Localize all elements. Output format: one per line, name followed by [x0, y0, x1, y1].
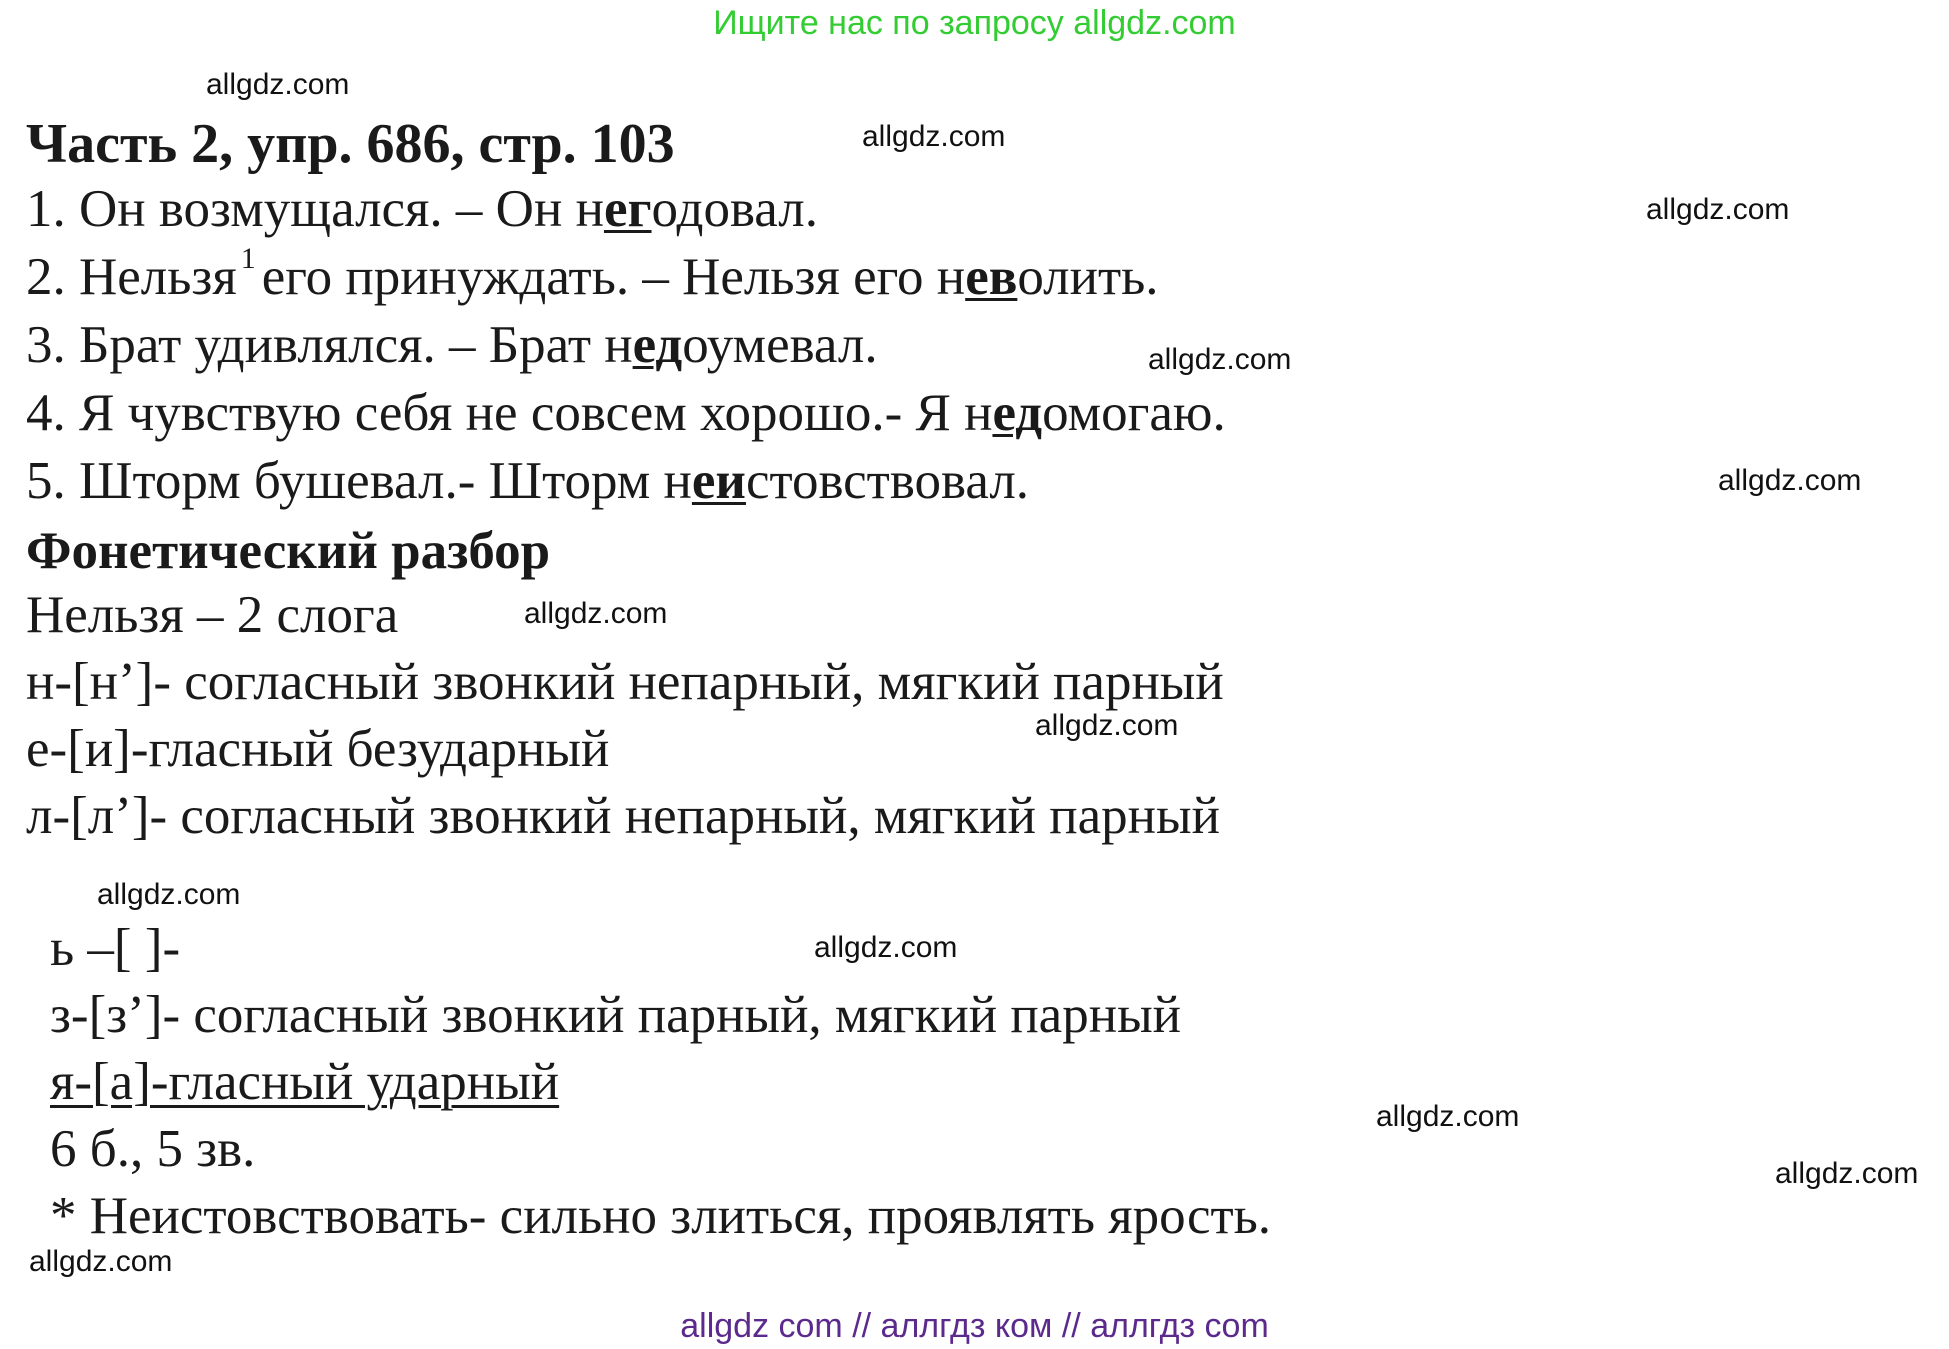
- watermark: allgdz.com: [1376, 1100, 1520, 1133]
- watermark: allgdz.com: [862, 120, 1006, 153]
- phonetic-line: ь –[ ]-: [50, 919, 181, 977]
- footer-links: allgdz com // аллгдз ком // аллгдз com: [680, 1307, 1269, 1345]
- sentence-2: 2. Нельзя $^1$ его принуждать. – Нельзя его неволить.: [26, 242, 1159, 306]
- phonetic-line: н-[н’]- согласный звонкий непарный, мягкий парный: [26, 653, 1224, 711]
- watermark: allgdz.com: [97, 878, 241, 911]
- highlighted-letters: ег: [603, 180, 652, 238]
- phonetic-line: л-[л’]- согласный звонкий непарный, мягкий парный: [26, 787, 1220, 845]
- watermark: allgdz.com: [29, 1245, 173, 1278]
- sentence-5: 5. Шторм бушевал.- Шторм неистовствовал.: [26, 452, 1030, 510]
- footnote: * Неистовствовать- сильно злиться, проявлять ярость.: [50, 1187, 1272, 1245]
- phonetic-summary: 6 б., 5 зв.: [50, 1120, 256, 1178]
- watermark: allgdz.com: [1035, 709, 1179, 742]
- highlighted-letters: ев: [965, 248, 1018, 306]
- phonetic-line: я-[а]-гласный ударный: [50, 1053, 560, 1111]
- highlighted-letters: еи: [691, 452, 746, 510]
- highlighted-letters: ед: [992, 384, 1043, 442]
- watermark: allgdz.com: [814, 931, 958, 964]
- highlighted-letters: ед: [632, 316, 683, 374]
- watermark: allgdz.com: [1775, 1157, 1919, 1190]
- page-title: Часть 2, упр. 686, стр. 103: [26, 113, 675, 175]
- watermark: allgdz.com: [1718, 464, 1862, 497]
- section-heading: Фонетический разбор: [26, 522, 551, 580]
- phonetic-line: з-[з’]- согласный звонкий парный, мягкий парный: [50, 986, 1182, 1044]
- watermark: allgdz.com: [1646, 193, 1790, 226]
- sentence-1: 1. Он возмущался. – Он негодовал.: [26, 180, 818, 238]
- phonetic-line: е-[и]-гласный безударный: [26, 720, 610, 778]
- watermark: allgdz.com: [524, 597, 668, 630]
- watermark: allgdz.com: [206, 68, 350, 101]
- sentence-4: 4. Я чувствую себя не совсем хорошо.- Я недомогаю.: [26, 384, 1226, 442]
- sentence-3: 3. Брат удивлялся. – Брат недоумевал.: [26, 316, 878, 374]
- word-syllables: Нельзя – 2 слога: [26, 586, 399, 644]
- footnote-marker: 1: [240, 242, 256, 275]
- search-banner: Ищите нас по запросу allgdz.com: [713, 4, 1236, 42]
- watermark: allgdz.com: [1148, 343, 1292, 376]
